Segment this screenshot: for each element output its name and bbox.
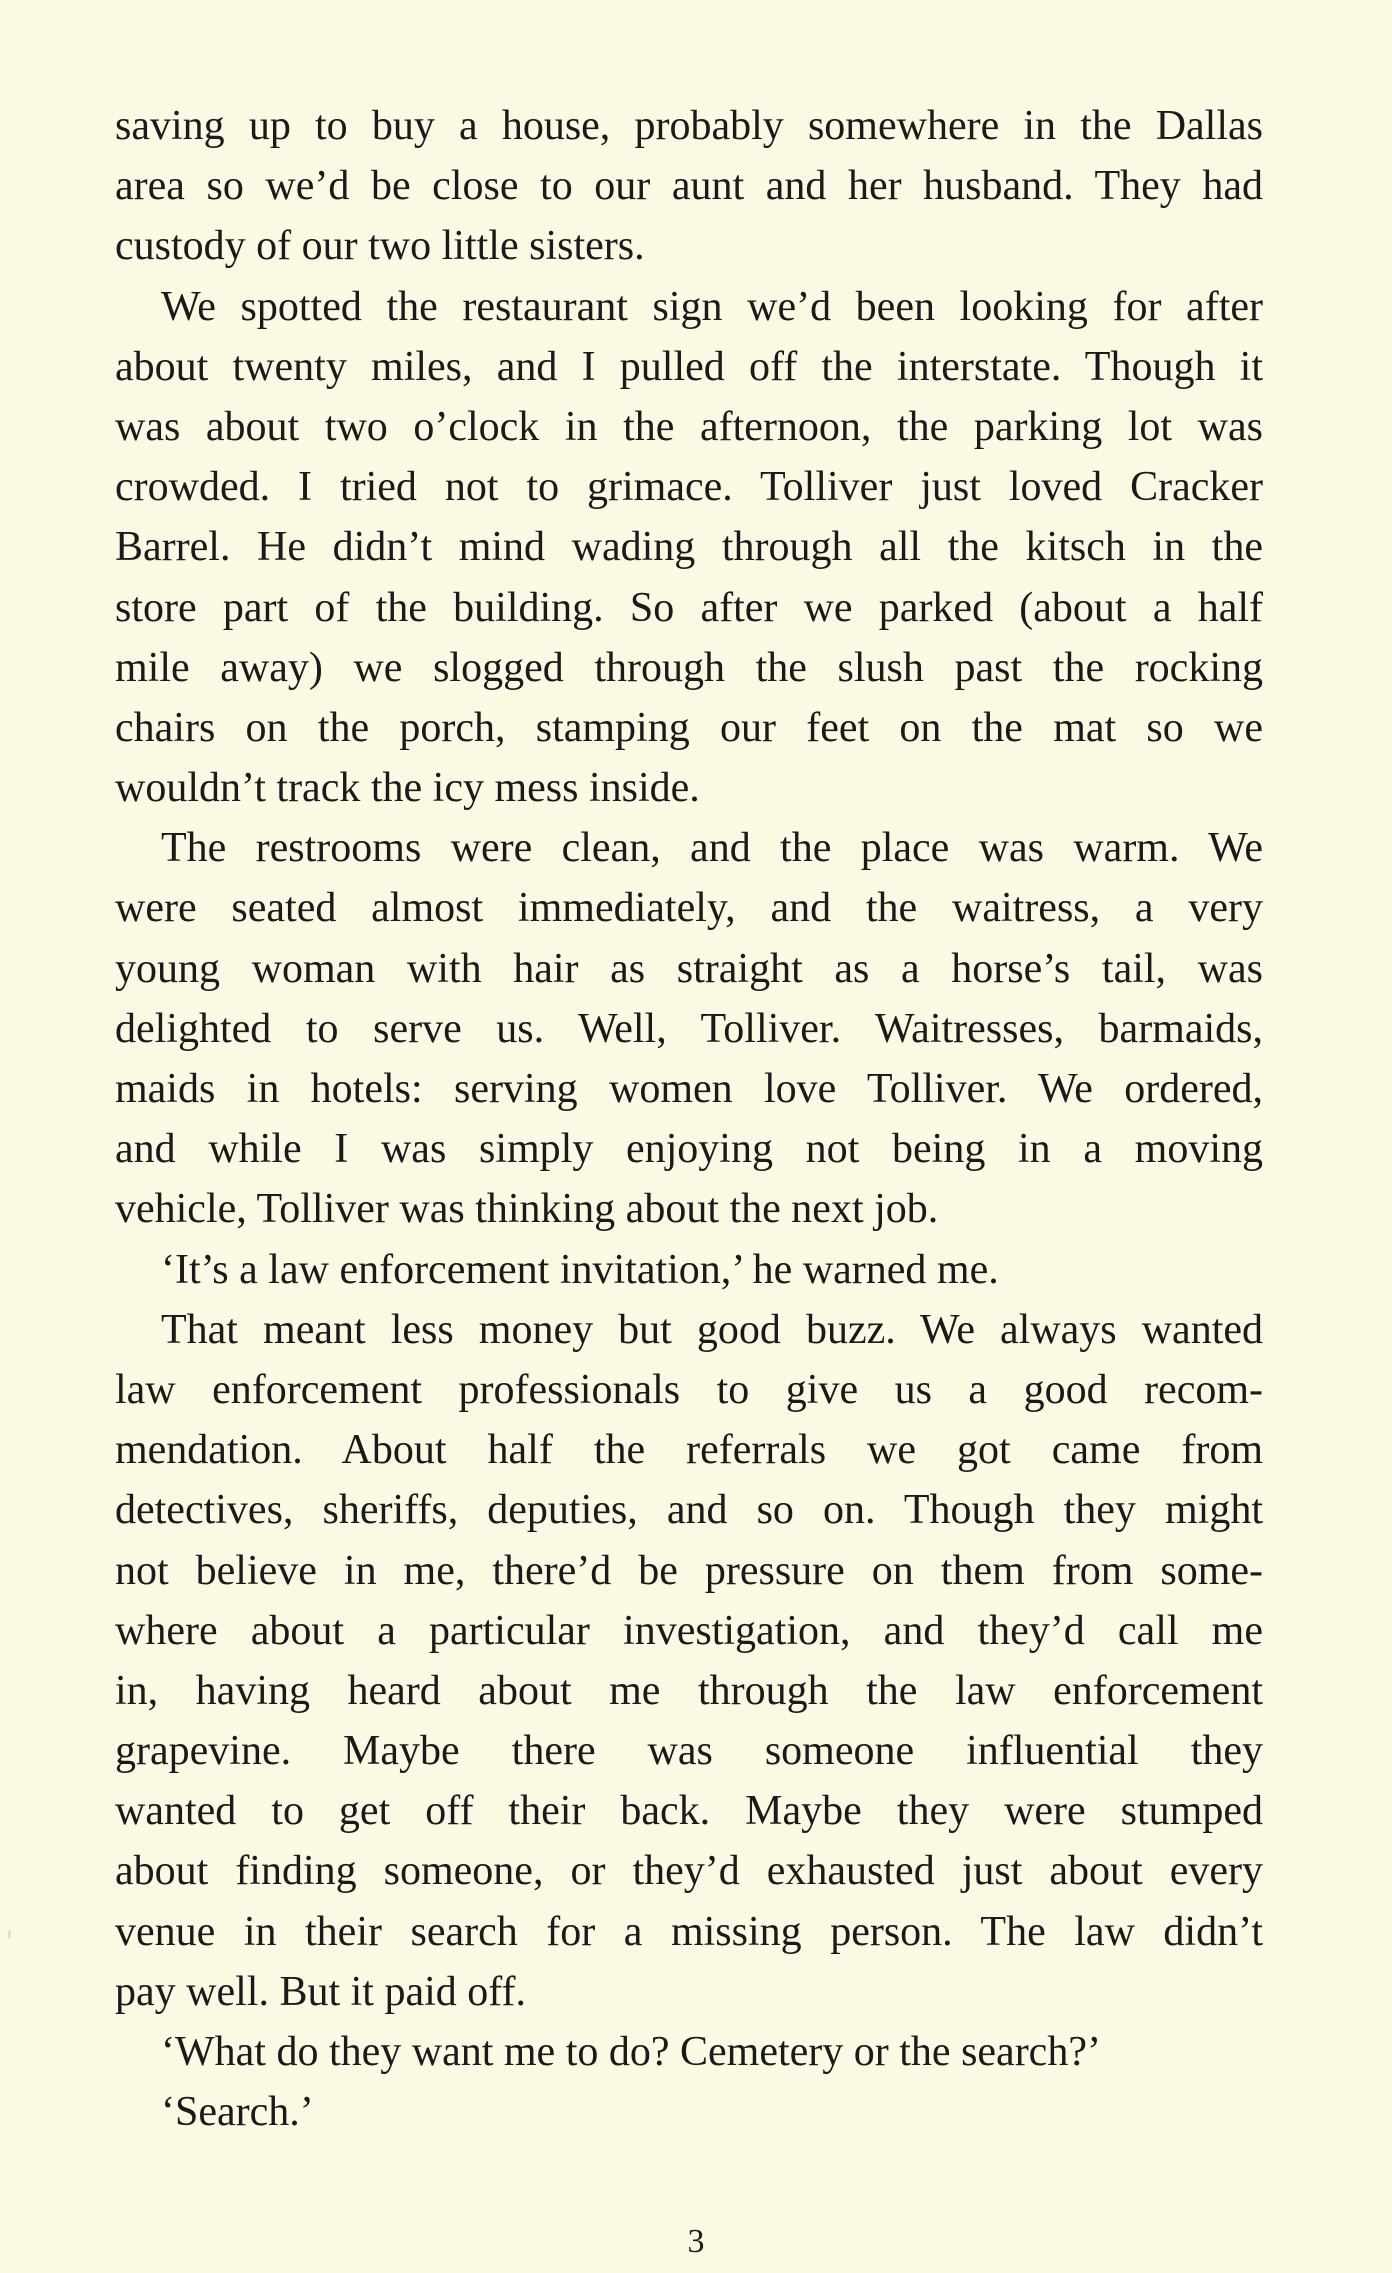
text-line: crowded. I tried not to grimace. Tolliver just loved Cracker (115, 464, 1263, 511)
text-line: venue in their search for a missing person. The law didn’t (115, 1908, 1263, 1955)
text-line: That meant less money but good buzz. We always wanted (161, 1306, 1263, 1353)
text-line: store part of the building. So after we parked (about a half (115, 584, 1263, 631)
paper-speck (8, 1930, 11, 1938)
text-line: We spotted the restaurant sign we’d been looking for after (161, 283, 1263, 330)
text-line: wouldn’t track the icy mess inside. (115, 765, 700, 812)
paragraph (115, 1300, 1263, 2022)
text-line: was about two o’clock in the afternoon, the parking lot was (115, 403, 1263, 450)
text-line: in, having heard about me through the law enforcement (115, 1667, 1263, 1714)
text-line: not believe in me, there’d be pressure on them from some- (115, 1547, 1263, 1594)
text-line: and while I was simply enjoying not being in a moving (115, 1126, 1263, 1173)
text-line: grapevine. Maybe there was someone influential they (115, 1728, 1263, 1775)
text-line: where about a particular investigation, and they’d call me (115, 1607, 1263, 1654)
text-line: The restrooms were clean, and the place was warm. We (161, 825, 1263, 872)
page-number: 3 (687, 2223, 705, 2260)
text-line: law enforcement professionals to give us a good recom- (115, 1366, 1263, 1413)
text-line: mendation. About half the referrals we got came from (115, 1427, 1263, 1474)
paragraph (115, 96, 1263, 277)
text-line: custody of our two little sisters. (115, 223, 645, 270)
paragraph (115, 2082, 1263, 2142)
text-line: mile away) we slogged through the slush past the rocking (115, 644, 1263, 691)
text-line: ‘What do they want me to do? Cemetery or the search?’ (161, 2029, 1101, 2075)
text-line: ‘Search.’ (161, 2089, 314, 2136)
text-line: ‘It’s a law enforcement invitation,’ he warned me. (161, 1246, 999, 1293)
text-line: pay well. But it paid off. (115, 1968, 526, 2015)
text-line: about twenty miles, and I pulled off the interstate. Though it (115, 343, 1263, 390)
text-line: chairs on the porch, stamping our feet on the mat so we (115, 704, 1263, 751)
paragraph (115, 2022, 1263, 2082)
paragraph (115, 1240, 1263, 1300)
text-line: were seated almost immediately, and the waitress, a very (115, 885, 1263, 932)
text-line: delighted to serve us. Well, Tolliver. Waitresses, barmaids, (115, 1005, 1263, 1052)
text-line: about finding someone, or they’d exhausted just about every (115, 1848, 1263, 1895)
text-line: wanted to get off their back. Maybe they were stumped (115, 1788, 1263, 1835)
text-line: detectives, sheriffs, deputies, and so on. Though they might (115, 1487, 1263, 1534)
body-text (115, 96, 1263, 2142)
text-line: saving up to buy a house, probably somewhere in the Dallas (115, 103, 1263, 149)
text-line: area so we’d be close to our aunt and her husband. They had (115, 163, 1263, 210)
text-line: young woman with hair as straight as a horse’s tail, was (115, 945, 1263, 992)
text-line: maids in hotels: serving women love Tolliver. We ordered, (115, 1066, 1263, 1112)
text-line: vehicle, Tolliver was thinking about the next job. (115, 1186, 939, 1233)
paragraph (115, 277, 1263, 819)
text-line: Barrel. He didn’t mind wading through all the kitsch in the (115, 524, 1263, 571)
paragraph (115, 818, 1263, 1239)
